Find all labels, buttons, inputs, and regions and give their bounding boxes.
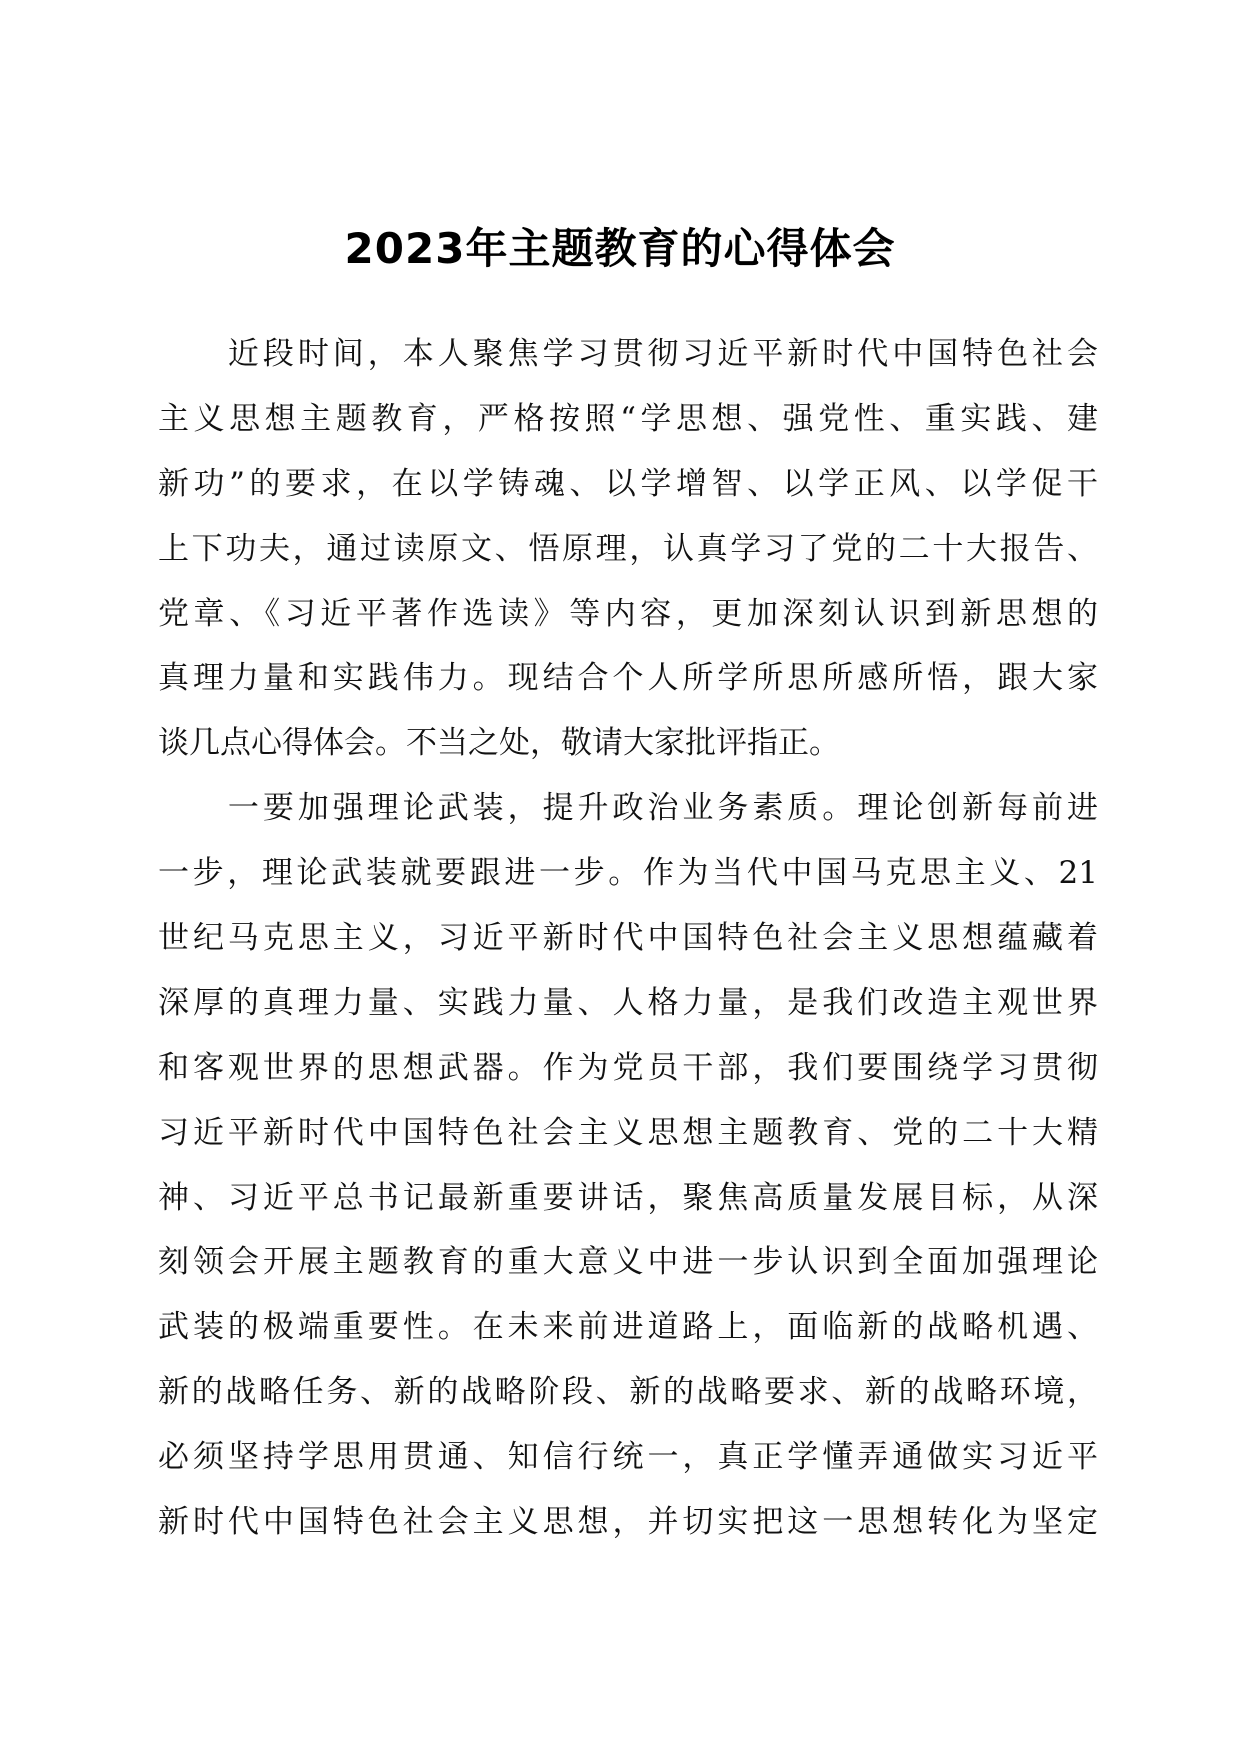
- body-line: 一步，理论武装就要跟进一步。作为当代中国马克思主义、21: [158, 855, 1098, 892]
- body-line: 上下功夫，通过读原文、悟原理，认真学习了党的二十大报告、: [158, 530, 1098, 567]
- body-line: 世纪马克思主义，习近平新时代中国特色社会主义思想蕴藏着: [158, 920, 1098, 957]
- body-line: 近段时间，本人聚焦学习贯彻习近平新时代中国特色社会: [158, 336, 1098, 372]
- body-line: 党章、《习近平著作选读》等内容，更加深刻认识到新思想的: [158, 595, 1098, 632]
- body-line: 新功”的要求，在以学铸魂、以学增智、以学正风、以学促干: [158, 465, 1098, 502]
- body-line: 主义思想主题教育，严格按照“学思想、强党性、重实践、建: [158, 400, 1098, 437]
- body-line: 真理力量和实践伟力。现结合个人所学所思所感所悟，跟大家: [158, 660, 1098, 697]
- body-line: 新时代中国特色社会主义思想，并切实把这一思想转化为坚定: [158, 1504, 1098, 1541]
- body-line: 武装的极端重要性。在未来前进道路上，面临新的战略机遇、: [158, 1309, 1098, 1346]
- body-line: 和客观世界的思想武器。作为党员干部，我们要围绕学习贯彻: [158, 1049, 1098, 1086]
- body-line: 深厚的真理力量、实践力量、人格力量，是我们改造主观世界: [158, 984, 1098, 1021]
- body-line: 新的战略任务、新的战略阶段、新的战略要求、新的战略环境，: [158, 1374, 1098, 1411]
- body-line: 神、习近平总书记最新重要讲话，聚焦高质量发展目标，从深: [158, 1179, 1098, 1216]
- document-body: [158, 322, 1098, 1555]
- document-title: 2023年主题教育的心得体会: [344, 224, 896, 273]
- body-line: 习近平新时代中国特色社会主义思想主题教育、党的二十大精: [158, 1114, 1098, 1151]
- body-line: 一要加强理论武装，提升政治业务素质。理论创新每前进: [158, 790, 1098, 827]
- body-line: 刻领会开展主题教育的重大意义中进一步认识到全面加强理论: [158, 1244, 1098, 1281]
- body-line: 谈几点心得体会。不当之处，敬请大家批评指正。: [158, 725, 840, 762]
- body-line: 必须坚持学思用贯通、知信行统一，真正学懂弄通做实习近平: [158, 1439, 1098, 1476]
